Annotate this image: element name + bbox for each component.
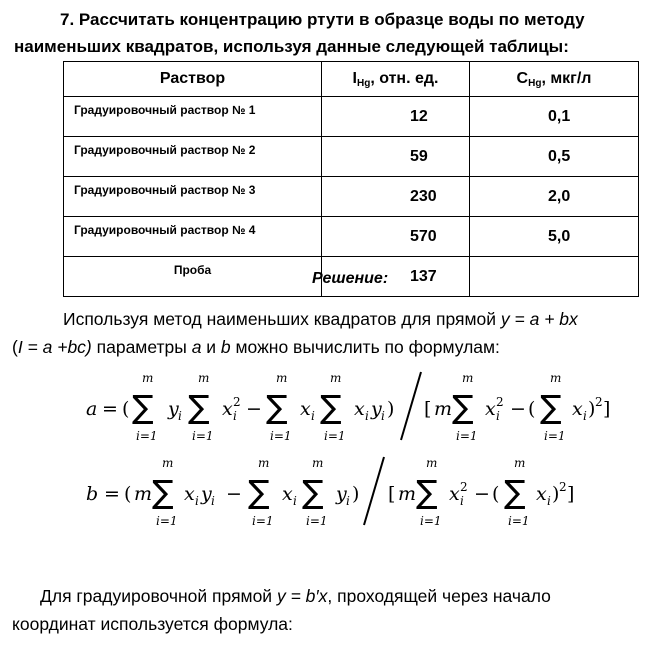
svg-text:x: x [536,483,547,505]
table-row [64,217,639,257]
svg-text:x: x [485,398,496,420]
svg-text:(: ( [492,483,500,505]
svg-text:m: m [142,371,154,385]
task-statement [14,6,594,60]
svg-text:=: = [102,398,118,420]
row-intensity: 12 [322,97,470,137]
svg-text:−: − [226,483,242,505]
svg-text:i=1: i=1 [252,514,274,528]
svg-text:): ) [552,483,560,505]
svg-text:]: ] [567,483,575,505]
svg-text:i: i [381,409,385,423]
svg-text:∑: ∑ [540,388,562,426]
data-table [63,61,639,297]
row-concentration: 5,0 [470,217,639,257]
svg-text:): ) [352,483,360,505]
svg-text:∑: ∑ [152,473,174,511]
sum-symbol [266,371,292,443]
svg-text:m: m [550,371,562,385]
row-intensity: 230 [322,177,470,217]
svg-text:i: i [460,494,464,508]
svg-text:i=1: i=1 [156,514,178,528]
svg-text:i=1: i=1 [544,429,566,443]
svg-text:∑: ∑ [248,473,270,511]
header-intensity: IHg, отн. ед. [322,62,470,97]
svg-text:m: m [312,456,324,470]
formula-b [86,456,574,528]
svg-text:m: m [162,456,174,470]
svg-text:∑: ∑ [452,388,474,426]
svg-text:2: 2 [233,395,241,409]
svg-text:=: = [104,483,120,505]
svg-text:∑: ∑ [416,473,438,511]
method-paragraph: Используя метод наименьших квадратов для прямой y = a + bx (I = a +bc) параметры a и b можно вычислить по формулам: [12,309,578,357]
svg-text:i: i [195,494,199,508]
svg-text:i: i [293,494,297,508]
svg-text:i: i [346,494,350,508]
row-intensity: 137 [322,257,470,297]
svg-text:i: i [365,409,369,423]
equation-origin: y = b′x [276,586,328,606]
row-name: Градуировочный раствор № 4 [64,217,322,257]
svg-text:∑: ∑ [266,388,288,426]
sum-symbol [248,456,274,528]
task-line-1: 7. Рассчитать концентрацию ртути в образце воды по методу [60,10,585,29]
table-header-row [64,62,639,97]
svg-text:i=1: i=1 [456,429,478,443]
row-name: Проба [64,257,322,297]
svg-text:2: 2 [496,395,504,409]
svg-text:(: ( [528,398,536,420]
row-name: Градуировочный раствор № 2 [64,137,322,177]
svg-text:i: i [178,409,182,423]
svg-text:i=1: i=1 [270,429,292,443]
sum-symbol [416,456,442,528]
row-name: Градуировочный раствор № 3 [64,177,322,217]
svg-text:): ) [588,398,596,420]
svg-text:(: ( [124,483,132,505]
sum-symbol [504,456,530,528]
svg-text:[: [ [388,483,396,505]
svg-text:y: y [168,398,179,420]
svg-text:m: m [134,483,153,505]
svg-text:b: b [86,483,99,505]
svg-text:2: 2 [559,480,567,494]
sum-symbol [320,371,346,443]
svg-text:∑: ∑ [188,388,210,426]
svg-text:m: m [198,371,210,385]
svg-text:i=1: i=1 [306,514,328,528]
sum-symbol [452,371,478,443]
svg-text:i: i [211,494,215,508]
svg-text:): ) [387,398,395,420]
least-squares-formulas [0,360,669,540]
svg-text:i=1: i=1 [420,514,442,528]
svg-text:i: i [233,409,237,423]
svg-text:x: x [282,483,293,505]
svg-text:m: m [462,371,474,385]
svg-text:2: 2 [595,395,603,409]
sum-symbol [152,456,178,528]
row-concentration: 0,1 [470,97,639,137]
row-intensity: 570 [322,217,470,257]
svg-text:i=1: i=1 [192,429,214,443]
svg-text:]: ] [603,398,611,420]
row-intensity: 59 [322,137,470,177]
svg-text:a: a [86,398,98,420]
formula-a [86,371,610,443]
task-line-2: наименьших квадратов, используя данные следующей таблицы: [14,37,569,56]
svg-text:m: m [258,456,270,470]
header-concentration: CHg, мкг/л [470,62,639,97]
svg-text:x: x [572,398,583,420]
svg-text:x: x [354,398,365,420]
sum-symbol [540,371,566,443]
svg-text:i: i [583,409,587,423]
svg-text:i=1: i=1 [508,514,530,528]
header-solution: Раствор [64,62,322,97]
row-concentration [470,257,639,297]
svg-text:∑: ∑ [504,473,526,511]
svg-text:m: m [330,371,342,385]
svg-text:2: 2 [460,480,468,494]
svg-text:−: − [474,483,490,505]
row-concentration: 0,5 [470,137,639,177]
svg-text:[: [ [424,398,432,420]
svg-text:−: − [246,398,262,420]
svg-text:x: x [449,483,460,505]
svg-text:y: y [201,483,212,505]
svg-text:x: x [184,483,195,505]
table-row [64,97,639,137]
origin-line-paragraph: Для градуировочной прямой y = b′x, проходящей через начало координат используется формула: [12,586,551,634]
svg-text:∑: ∑ [302,473,324,511]
solution-heading: Решение: [312,270,389,287]
row-name: Градуировочный раствор № 1 [64,97,322,137]
equation-y: y = a + bx [500,309,578,329]
sum-symbol [132,371,158,443]
row-concentration: 2,0 [470,177,639,217]
svg-text:y: y [371,398,382,420]
svg-text:−: − [510,398,526,420]
svg-text:i: i [496,409,500,423]
sum-symbol [302,456,328,528]
svg-text:i=1: i=1 [136,429,158,443]
table-row [64,177,639,217]
equation-i: I = a +bc) [17,337,92,357]
sum-symbol [188,371,214,443]
svg-text:m: m [398,483,417,505]
svg-text:m: m [514,456,526,470]
svg-text:m: m [426,456,438,470]
svg-text:y: y [336,483,347,505]
svg-text:∑: ∑ [132,388,154,426]
svg-text:x: x [222,398,233,420]
svg-text:i: i [547,494,551,508]
table-row [64,137,639,177]
svg-text:m: m [434,398,453,420]
svg-text:∑: ∑ [320,388,342,426]
svg-text:(: ( [122,398,130,420]
svg-text:i=1: i=1 [324,429,346,443]
svg-text:x: x [300,398,311,420]
svg-text:m: m [276,371,288,385]
svg-text:i: i [311,409,315,423]
